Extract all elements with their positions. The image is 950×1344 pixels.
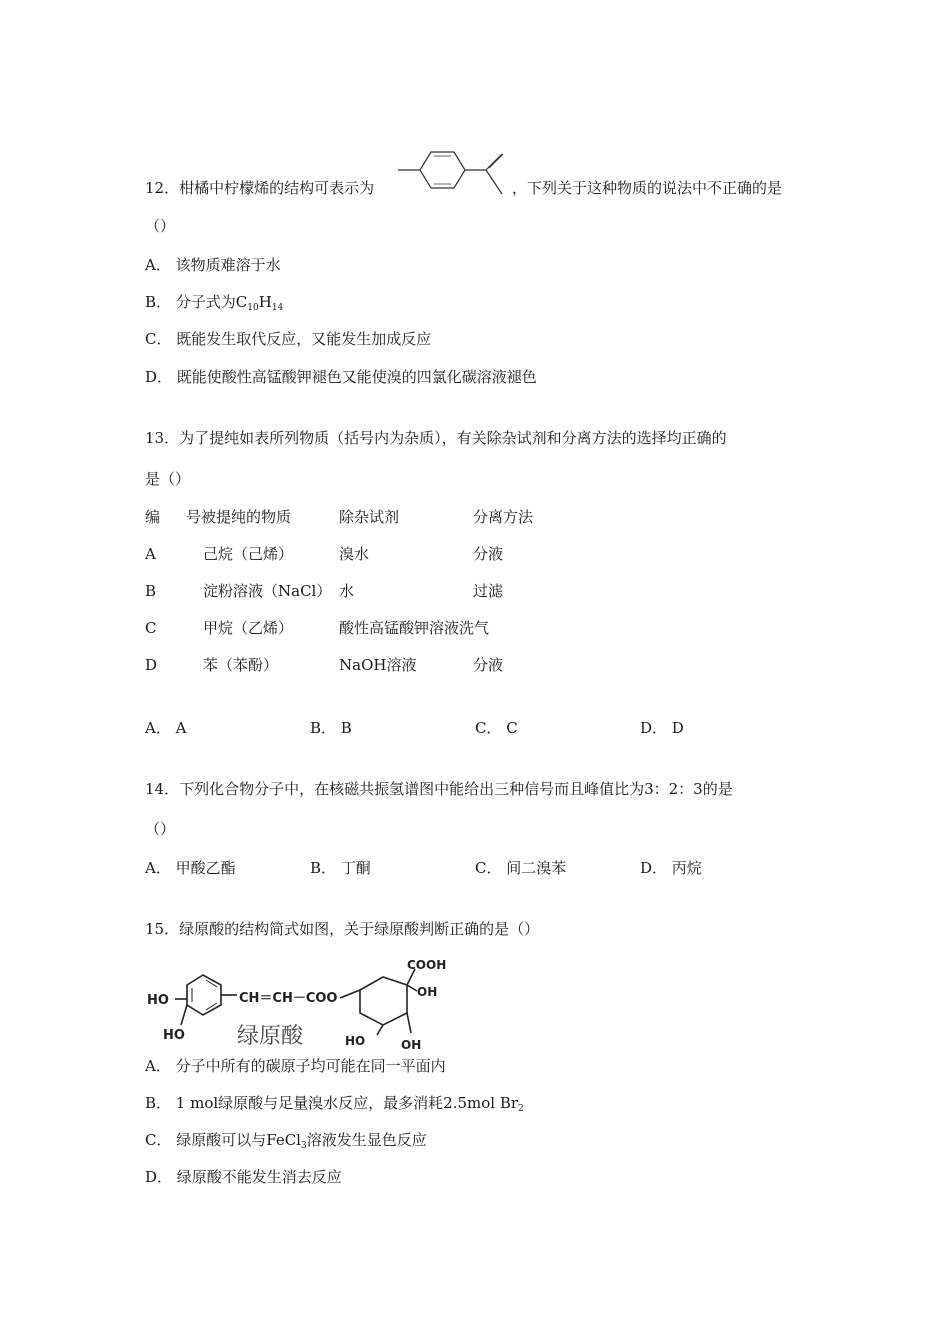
q13-row-d-id: D (145, 656, 158, 674)
q13-row-c-substance: 甲烷（乙烯） (203, 619, 294, 637)
q13-table-header-2: 号被提纯的物质 (186, 508, 292, 526)
q15-option-b-pre: B． 1 mol绿原酸与足量溴水反应，最多消耗2.5mol Br (145, 1094, 519, 1112)
q14-option-b: B． 丁酮 (310, 859, 371, 877)
q12-option-a: A． 该物质难溶于水 (145, 256, 281, 274)
chlorogenic-label-cooh: COOH (407, 958, 447, 972)
q12-option-b (145, 292, 283, 312)
q13-option-a: A． A (145, 719, 187, 737)
q13-row-b-method: 过滤 (473, 582, 504, 600)
chlorogenic-caption: 绿原酸 (237, 1024, 304, 1049)
q13-row-a-reagent: 溴水 (339, 545, 370, 563)
q15-option-c (145, 1130, 427, 1150)
q13-row-c-reagent: 酸性高锰酸钾溶液洗气 (339, 619, 490, 637)
q15-option-b (145, 1093, 524, 1113)
q12-option-c: C． 既能发生取代反应，又能发生加成反应 (145, 330, 432, 348)
q13-row-b-substance: 淀粉溶液（NaCl） (203, 582, 332, 600)
q14-option-a: A． 甲酸乙酯 (145, 859, 236, 877)
chlorogenic-acid-structure (145, 955, 455, 1051)
q12-option-b-sub2: 14 (271, 303, 284, 313)
q13-option-c: C． C (475, 719, 518, 737)
q12-stem-before: 12．柑橘中柠檬烯的结构可表示为 (145, 179, 375, 197)
q13-row-d-reagent: NaOH溶液 (339, 656, 417, 674)
q13-row-b-reagent: 水 (339, 582, 355, 600)
q13-row-a-id: A (145, 545, 156, 563)
q13-option-b: B． B (310, 719, 352, 737)
chlorogenic-label-oh1: OH (417, 985, 438, 999)
q13-row-c-id: C (145, 619, 157, 637)
chlorogenic-label-oh2: OH (401, 1038, 422, 1051)
q13-table-header-3: 除杂试剂 (339, 508, 400, 526)
q13-row-d-method: 分液 (473, 656, 504, 674)
q12-option-d: D． 既能使酸性高锰酸钾褪色又能使溴的四氯化碳溶液褪色 (145, 368, 537, 386)
q13-table-header-4: 分离方法 (473, 508, 534, 526)
q15-stem: 15．绿原酸的结构简式如图，关于绿原酸判断正确的是（） (145, 920, 540, 938)
chlorogenic-label-ho3: HO (345, 1034, 366, 1048)
q13-row-b-id: B (145, 582, 157, 600)
q12-stem-after: ，下列关于这种物质的说法中不正确的是 (512, 179, 783, 197)
chlorogenic-label-chain: CH＝CH－COO (239, 991, 338, 1006)
q13-option-d: D． D (640, 719, 684, 737)
q12-option-b-pre: B． 分子式为C (145, 293, 248, 311)
q15-option-a: A． 分子中所有的碳原子均可能在同一平面内 (145, 1057, 446, 1075)
q13-table-header-1: 编 (145, 508, 161, 526)
q13-stem: 13．为了提纯如表所列物质（括号内为杂质），有关除杂试剂和分离方法的选择均正确的 (145, 429, 727, 447)
q12-paren: （） (145, 217, 176, 235)
q14-paren: （） (145, 820, 176, 838)
q12-option-b-mid: H (258, 293, 272, 311)
q15-option-c-pre: C． 绿原酸可以与FeCl (145, 1131, 301, 1149)
q13-row-a-method: 分液 (473, 545, 504, 563)
q15-option-d: D． 绿原酸不能发生消去反应 (145, 1168, 342, 1186)
q13-row-d-substance: 苯（苯酚） (203, 656, 279, 674)
limonene-structure (398, 146, 510, 200)
chlorogenic-label-ho2: HO (163, 1028, 185, 1043)
q14-option-d: D． 丙烷 (640, 859, 702, 877)
q13-stem2: 是（） (145, 470, 191, 488)
q14-option-c: C． 间二溴苯 (475, 859, 567, 877)
q13-row-a-substance: 己烷（己烯） (203, 545, 294, 563)
q12-option-b-sub1: 10 (247, 303, 259, 313)
q15-option-c-sub: 3 (301, 1141, 307, 1151)
q14-stem: 14．下列化合物分子中，在核磁共振氢谱图中能给出三种信号而且峰值比为3：2：3的是 (145, 780, 733, 798)
q15-option-c-post: 溶液发生显色反应 (306, 1131, 427, 1149)
q12-stem (145, 178, 374, 198)
chlorogenic-label-ho1: HO (147, 993, 169, 1008)
q15-option-b-sub: 2 (518, 1104, 524, 1114)
